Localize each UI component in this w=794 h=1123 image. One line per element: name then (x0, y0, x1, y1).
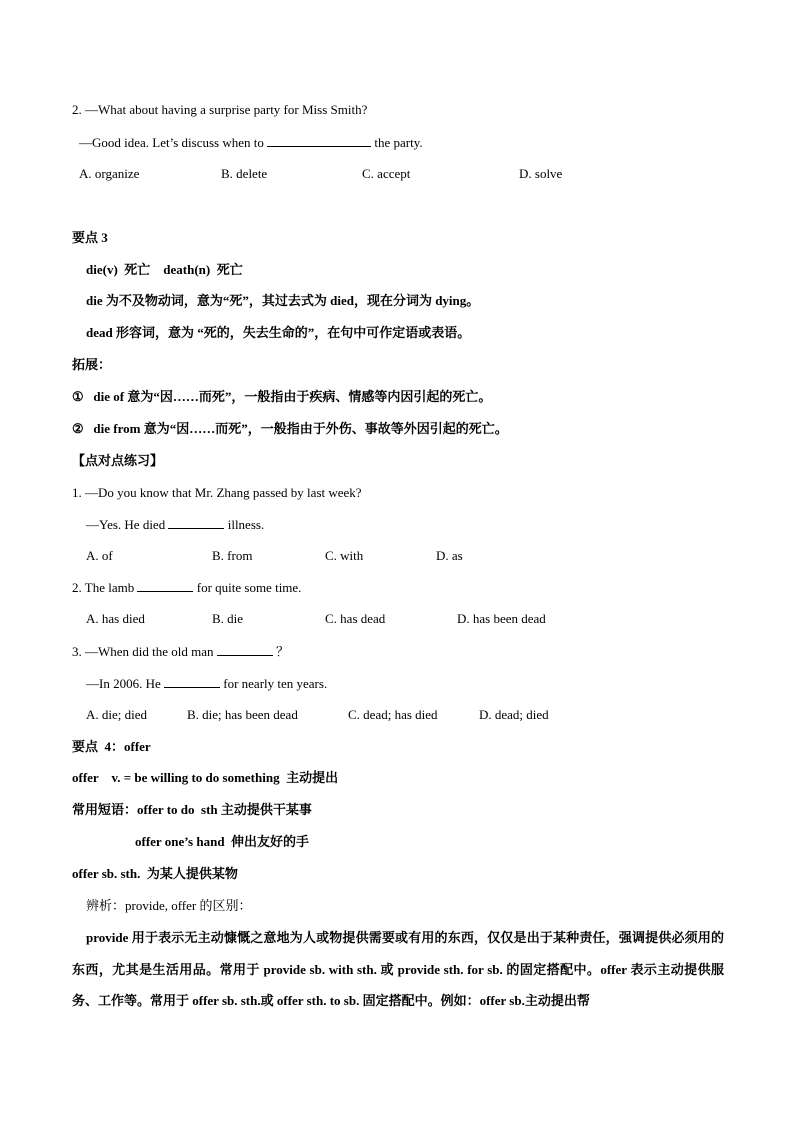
practice-q1-reply (86, 515, 264, 534)
q3-option-a: A. die; died (86, 707, 148, 722)
practice-q3-reply-post: for nearly ten years. (223, 676, 328, 691)
answer-blank (137, 578, 193, 592)
q1-option-c: C. with (325, 548, 364, 563)
answer-blank (168, 515, 224, 529)
q3-option-c: C. dead; has died (348, 707, 438, 722)
point3-die-note: die 为不及物动词，意为“死”，其过去式为 died，现在分词为 dying。 (86, 293, 480, 308)
q2-option-a: A. has died (86, 611, 145, 626)
point4-phrases: 常用短语：offer to do sth 主动提供干某事 (72, 802, 312, 817)
analysis-body: provide 用于表示无主动慷慨之意地为人或物提供需要或有用的东西，仅仅是出于某种责任，强调提供必须用的东西，尤其是生活用品。常用于 provide sb. with sth. 或 provide sth. for sb. 的固定搭配中。offer 表示主动提供服务、工作等。常用于 offer sb. sth.或 offer sth. to sb. 固定搭配中。例如：offer sb.主动提出帮 (72, 930, 724, 1008)
option-a: A. organize (79, 166, 140, 181)
answer-blank (267, 133, 371, 147)
q1-option-d: D. as (436, 548, 463, 563)
q3-option-b: B. die; has been dead (187, 707, 298, 722)
point3-words: die(v) 死亡 death(n) 死亡 (86, 262, 243, 277)
practice-q1-reply-post: illness. (227, 517, 265, 532)
practice-q1-reply-pre: —Yes. He died (86, 517, 166, 532)
practice-q2-stem (72, 578, 301, 597)
point3-heading: 要点 3 (72, 230, 108, 245)
q2-option-d: D. has been dead (457, 611, 546, 626)
practice-q1-stem: 1. —Do you know that Mr. Zhang passed by last week? (72, 485, 362, 500)
analysis-heading: 辨析：provide, offer 的区别： (86, 898, 252, 913)
extend-item-2: ② die from 意为“因……而死”，一般指由于外伤、事故等外因引起的死亡。 (72, 421, 508, 436)
answer-blank (217, 642, 273, 656)
point4-heading: 要点 4：offer (72, 739, 151, 754)
point4-definition: offer v. = be willing to do something 主动提出 (72, 770, 339, 785)
option-d: D. solve (519, 166, 563, 181)
point4-phrase-3: offer sb. sth. 为某人提供某物 (72, 866, 238, 881)
point3-dead-note: dead 形容词，意为 “死的，失去生命的”，在句中可作定语或表语。 (86, 325, 471, 340)
practice-q3-reply (86, 674, 327, 693)
practice-q3-stem (72, 642, 289, 661)
extend-heading: 拓展： (72, 357, 112, 372)
option-c: C. accept (362, 166, 411, 181)
practice-q2-stem-pre: 2. The lamb (72, 580, 135, 595)
extend-item-1: ① die of 意为“因……而死”，一般指由于疾病、情感等内因引起的死亡。 (72, 389, 492, 404)
practice-q3-stem-pre: 3. —When did the old man (72, 644, 214, 659)
prev-q2-reply (79, 133, 423, 152)
prev-q2-reply-pre: —Good idea. Let’s discuss when to (79, 135, 264, 150)
point4-phrase-2: offer one’s hand 伸出友好的手 (135, 834, 310, 849)
practice-q3-reply-pre: —In 2006. He (86, 676, 161, 691)
q2-option-c: C. has dead (325, 611, 386, 626)
prev-q2-reply-post: the party. (374, 135, 423, 150)
practice-heading: 【点对点练习】 (72, 453, 164, 468)
q1-option-b: B. from (212, 548, 253, 563)
q3-option-d: D. dead; died (479, 707, 549, 722)
prev-q2-stem: 2. —What about having a surprise party for Miss Smith? (72, 102, 368, 117)
practice-q3-stem-post: ？ (276, 644, 290, 659)
answer-blank (164, 674, 220, 688)
option-b: B. delete (221, 166, 268, 181)
q2-option-b: B. die (212, 611, 244, 626)
q1-option-a: A. of (86, 548, 113, 563)
practice-q2-stem-post: for quite some time. (196, 580, 302, 595)
